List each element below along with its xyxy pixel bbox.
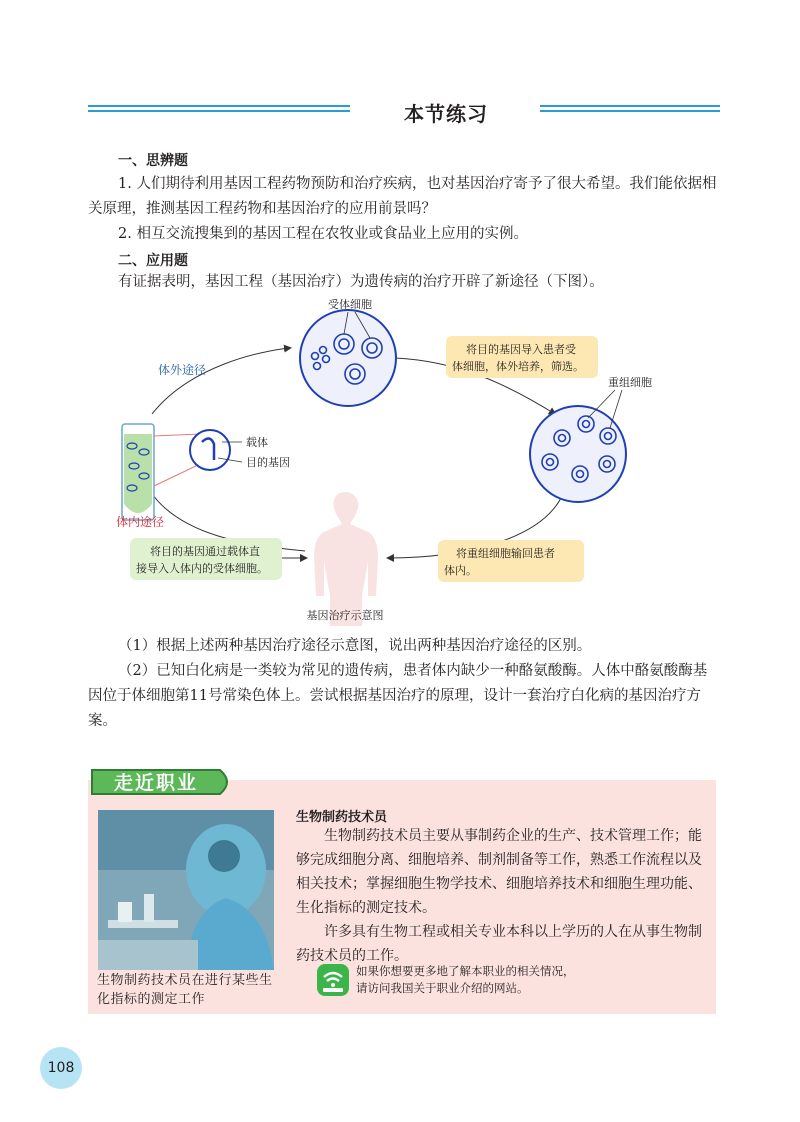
header-decor-lines-left: [88, 105, 350, 117]
step-box-return-line2: 体内。: [444, 564, 477, 577]
label-recombinant-cell: 重组细胞: [608, 376, 652, 389]
heading-discussion: 一、思辨题: [118, 153, 188, 169]
website-note-line: 如果你想要更多地了解本职业的相关情况，: [356, 964, 575, 978]
label-vector: 载体: [246, 436, 268, 449]
arrow-in-vitro: [152, 348, 290, 414]
label-in-vivo: 体内途径: [116, 515, 165, 529]
question-1: 1. 人们期待利用基因工程药物预防和治疗疾病，也对基因治疗寄予了很大希望。我们能依据相关原理，推测基因工程药物和基因治疗的应用前景吗？: [88, 176, 717, 217]
step-box-culture-line1: 将目的基因导入患者受: [466, 343, 576, 356]
human-body-icon: [314, 492, 378, 626]
section-header: [88, 96, 720, 126]
application-question-1: （1）根据上述两种基因治疗途径示意图，说出两种基因治疗途径的区别。: [118, 638, 592, 654]
application-question-2: （2）已知白化病是一类较为常见的遗传病，患者体内缺少一种酪氨酸酶。人体中酪氨酸酶基因位于体细胞第11号常染色体上。尝试根据基因治疗的原理，设计一套治疗白化病的基因治疗方案。: [88, 663, 708, 729]
website-note-line: 请访问我国关于职业介绍的网站。: [356, 981, 529, 995]
label-target-gene: 目的基因: [246, 456, 290, 469]
gene-therapy-diagram: [110, 296, 700, 626]
recipient-cell-dish: [300, 310, 396, 406]
career-description: [296, 824, 714, 968]
website-note: [356, 963, 686, 997]
step-box-direct-line1: 将目的基因通过载体直: [150, 545, 260, 558]
section-title: 本节练习: [404, 102, 488, 126]
career-paragraph: 许多具有生物工程或相关专业本科以上学历的人在从事生物制药技术员的工作。: [296, 924, 702, 964]
photo-caption: 生物制药技术员在进行某些生化指标的测定工作: [97, 973, 273, 1007]
header-decor-lines-right: [540, 105, 720, 117]
heading-application: 二、应用题: [118, 253, 188, 269]
career-paragraph: 生物制药技术员主要从事制药企业的生产、技术管理工作；能够完成细胞分离、细胞培养、制剂制备等工作，熟悉工作流程以及相关技术；掌握细胞生物学技术、细胞培养技术和细胞生理功能、生化指标的测定技术。: [296, 828, 702, 916]
technician-photo: [98, 810, 274, 970]
step-box-culture-line2: 体细胞，体外培养，筛选。: [452, 360, 584, 373]
career-badge: [88, 764, 238, 800]
label-recipient-cell: 受体细胞: [328, 298, 372, 311]
step-box-direct-line2: 接导入人体内的受体细胞。: [136, 562, 268, 575]
application-intro: 有证据表明，基因工程（基因治疗）为遗传病的治疗开辟了新途径（下图）。: [118, 274, 604, 290]
website-icon: [316, 963, 350, 997]
test-tube-icon: [122, 424, 154, 520]
page-number: 108: [40, 1047, 82, 1089]
question-2: 2. 相互交流搜集到的基因工程在农牧业或食品业上应用的实例。: [118, 226, 528, 242]
career-badge-label: 走近职业: [113, 772, 199, 794]
label-in-vitro: 体外途径: [158, 363, 207, 377]
career-title: 生物制药技术员: [296, 810, 388, 825]
step-box-return-line1: 将重组细胞输回患者: [456, 547, 555, 560]
diagram-caption: 基因治疗示意图: [306, 609, 384, 622]
vector-circle: [190, 430, 230, 470]
